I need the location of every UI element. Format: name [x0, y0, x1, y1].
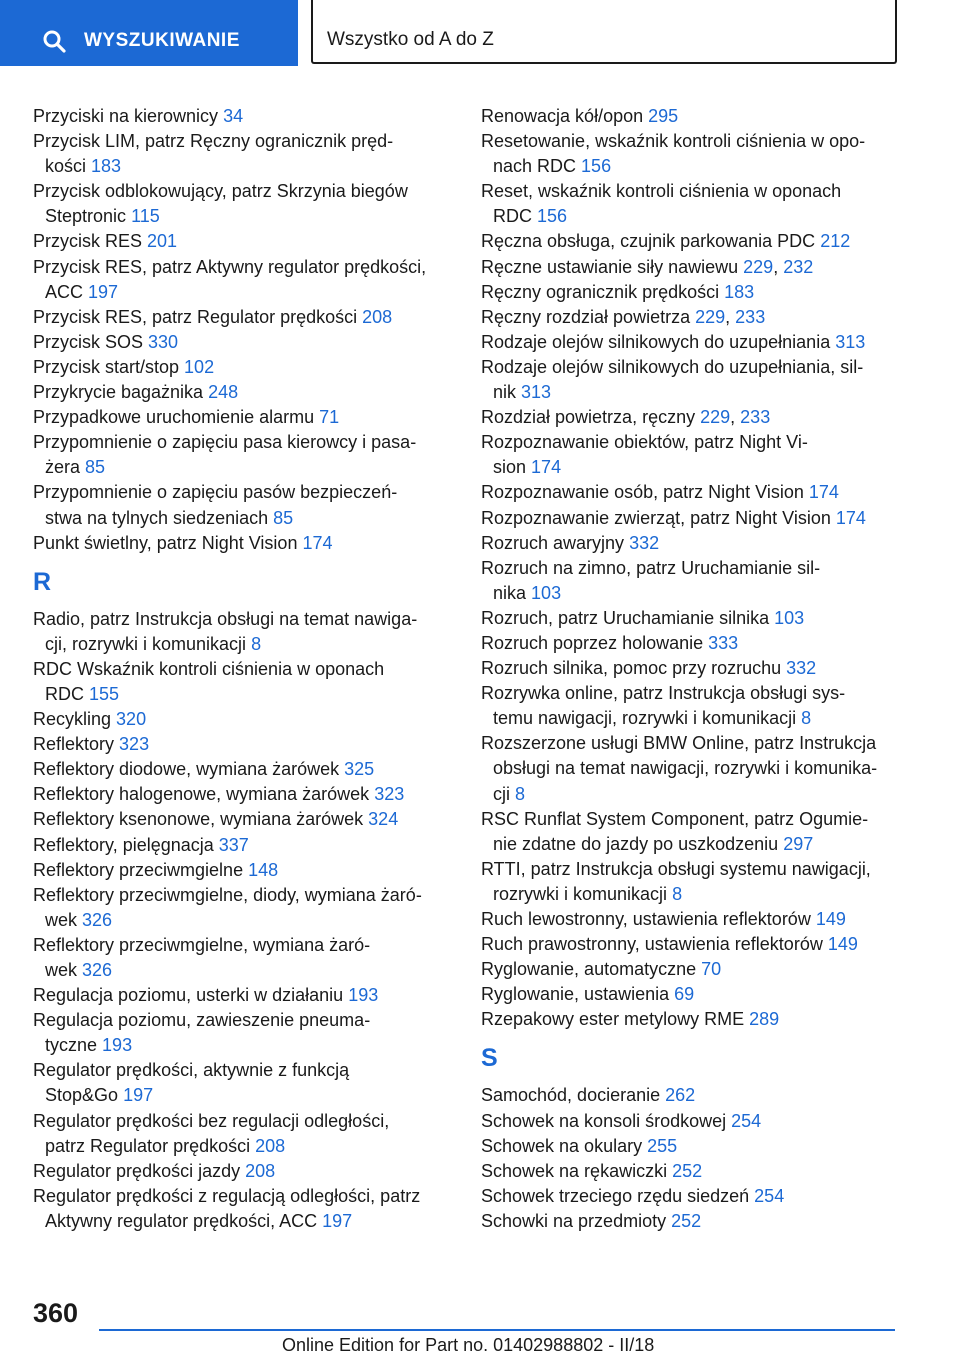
section-title-tab[interactable] — [311, 0, 897, 64]
index-entry — [481, 280, 921, 305]
page-reference-link[interactable]: 333 — [708, 632, 739, 653]
index-entry — [481, 430, 921, 480]
index-entry-continuation: nie zdatne do jazdy po uszkodzeniu — [493, 833, 779, 854]
index-entry — [33, 1008, 453, 1058]
index-entry-continuation: RDC — [493, 206, 532, 227]
page-reference-link[interactable]: 201 — [147, 231, 178, 252]
page-reference-link[interactable]: 69 — [674, 984, 695, 1005]
index-entry-text: RSC Runflat System Component, patrz Ogumie- — [481, 808, 869, 829]
page-reference-link[interactable]: 313 — [521, 382, 552, 403]
search-tab-label: WYSZUKIWANIE — [84, 30, 240, 51]
index-entry — [33, 883, 453, 933]
index-entry-text: Recykling — [33, 709, 112, 730]
index-entry — [33, 1159, 453, 1184]
page-reference-link[interactable]: 174 — [808, 482, 839, 503]
index-entry-text: Ruch prawostronny, ustawienia reflektorów — [481, 934, 823, 955]
index-entry-text: Samochód, docieranie — [481, 1085, 661, 1106]
index-entry-text: Rodzaje olejów silnikowych do uzupełniania — [481, 331, 831, 352]
index-entry — [481, 129, 921, 179]
page-reference-link[interactable]: 71 — [319, 407, 340, 428]
page-reference-link[interactable]: 254 — [754, 1185, 785, 1206]
index-entry-text: Rozruch na zimno, patrz Uruchamianie sil- — [481, 557, 821, 578]
page-reference-link[interactable]: 208 — [255, 1135, 286, 1156]
index-entry — [481, 1134, 921, 1159]
page-reference-link[interactable]: 174 — [302, 532, 333, 553]
index-column-right — [481, 104, 921, 1234]
index-entry-text: Renowacja kół/opon — [481, 106, 644, 126]
index-entry — [481, 480, 921, 505]
page-reference-link[interactable]: 229 — [695, 306, 726, 327]
page-reference-link[interactable]: 103 — [774, 607, 805, 628]
index-entry — [33, 657, 453, 707]
page-reference-link[interactable]: 197 — [322, 1210, 353, 1231]
index-entry — [33, 833, 453, 858]
index-entry — [481, 681, 921, 731]
page-reference-link[interactable]: 8 — [801, 708, 812, 729]
page-reference-link[interactable]: 229 — [743, 256, 774, 277]
index-entry-text: Reflektory halogenowe, wymiana żarówek — [33, 784, 370, 805]
page-reference-link[interactable]: 262 — [665, 1085, 696, 1106]
index-entry — [33, 1058, 453, 1108]
index-entry-text: Ręczna obsługa, czujnik parkowania PDC — [481, 231, 816, 252]
index-entry-text: Przypadkowe uruchomienie alarmu — [33, 407, 315, 428]
index-entry-text: Rozruch awaryjny — [481, 532, 625, 553]
page-reference-link[interactable]: 323 — [119, 734, 150, 755]
index-entry — [481, 932, 921, 957]
page-reference-link[interactable]: 323 — [374, 784, 405, 805]
index-entry-text: Przykrycie bagażnika — [33, 382, 204, 403]
index-entry-text: RDC Wskaźnik kontroli ciśnienia w oponach — [33, 658, 385, 679]
page-reference-link[interactable]: 212 — [820, 231, 851, 252]
page-reference-link[interactable]: 255 — [647, 1135, 678, 1156]
section-title: Wszystko od A do Z — [327, 29, 494, 50]
index-entry — [33, 607, 453, 657]
index-entry — [33, 405, 453, 430]
index-entry-text: Przycisk RES, patrz Regulator prędkości — [33, 306, 358, 327]
page-reference-link[interactable]: 252 — [671, 1210, 702, 1231]
index-entry-continuation: cji, rozrywki i komunikacji — [45, 633, 247, 654]
index-entry — [33, 104, 453, 129]
page-reference-link[interactable]: 330 — [148, 331, 179, 352]
page-reference-link[interactable]: 324 — [368, 809, 399, 830]
page-reference-link[interactable]: 254 — [731, 1110, 762, 1131]
top-bar — [0, 0, 960, 66]
page-reference-link[interactable]: 289 — [749, 1009, 780, 1030]
index-entry-continuation: Stop&Go — [45, 1085, 119, 1106]
page-reference-link[interactable]: 197 — [88, 281, 119, 302]
index-entry — [481, 631, 921, 656]
index-entry — [481, 857, 921, 907]
page-reference-link[interactable]: 183 — [91, 156, 122, 177]
index-entry — [481, 229, 921, 254]
page-reference-link[interactable]: 8 — [515, 783, 526, 804]
page-reference-link[interactable]: 193 — [102, 1035, 133, 1056]
index-entry — [33, 983, 453, 1008]
index-entry — [481, 556, 921, 606]
index-entry — [33, 305, 453, 330]
index-entry — [33, 255, 453, 305]
index-entry-text: Reflektory — [33, 734, 115, 755]
index-entry — [481, 355, 921, 405]
index-entry — [481, 1159, 921, 1184]
index-entry-text: Schowek na konsoli środkowej — [481, 1110, 727, 1131]
index-entry — [481, 656, 921, 681]
index-entry-text: Resetowanie, wskaźnik kontroli ciśnienia w opo- — [481, 131, 866, 152]
index-entry-text: Ręczny ogranicznik prędkości — [481, 281, 720, 302]
index-entry-text: Przycisk LIM, patrz Ręczny ogranicznik pręd- — [33, 131, 394, 152]
index-entry — [481, 531, 921, 556]
index-entry-text: Przycisk RES, patrz Aktywny regulator prędkości, — [33, 256, 427, 277]
index-entry — [33, 1184, 453, 1234]
index-entry-continuation: tyczne — [45, 1035, 98, 1056]
index-entry: Ręczny rozdział powietrza 229, 233 — [481, 306, 766, 327]
index-entry-text: Reflektory, pielęgnacja — [33, 834, 214, 855]
index-entry-text: Rozruch silnika, pomoc przy rozruchu — [481, 658, 782, 679]
index-entry — [33, 933, 453, 983]
page-reference-link[interactable]: 193 — [348, 985, 379, 1006]
index-entry — [481, 179, 921, 229]
index-letter-heading: S — [481, 1044, 498, 1073]
index-entry-text: Radio, patrz Instrukcja obsługi na temat nawiga- — [33, 608, 418, 629]
index-entry-text: Rzepakowy ester metylowy RME — [481, 1009, 745, 1030]
index-entry-continuation: ACC — [45, 281, 84, 302]
index-entry — [33, 782, 453, 807]
page-reference-link[interactable]: 252 — [672, 1160, 703, 1181]
page-reference-link[interactable]: 297 — [783, 833, 814, 854]
page-reference-link[interactable]: 295 — [648, 106, 679, 126]
page-reference-link[interactable]: 332 — [629, 532, 660, 553]
index-entry-text: Regulator prędkości z regulacją odległości, patrz — [33, 1185, 421, 1206]
index-column-left — [33, 104, 453, 1234]
index-entry — [481, 606, 921, 631]
index-entry-text: Schowki na przedmioty — [481, 1210, 667, 1231]
index-entry: Rozdział powietrza, ręczny 229, 233 — [481, 407, 771, 428]
index-entry-continuation: wek — [45, 960, 78, 980]
index-entry-continuation: nach RDC — [493, 156, 577, 177]
index-entry-text: RTTI, patrz Instrukcja obsługi systemu nawigacji, — [481, 858, 871, 879]
index-entry-text: Przyciski na kierownicy — [33, 106, 219, 126]
index-entry — [481, 104, 921, 129]
index-entry-continuation: Aktywny regulator prędkości, ACC — [45, 1210, 318, 1231]
index-entry-text: Przypomnienie o zapięciu pasa kierowcy i pasa- — [33, 432, 417, 453]
index-entry-continuation: nika — [493, 582, 527, 603]
index-entry-continuation: temu nawigacji, rozrywki i komunikacji — [493, 708, 797, 729]
index-entry — [481, 1184, 921, 1209]
page-reference-link[interactable]: 248 — [208, 382, 239, 403]
index-entry — [481, 1083, 921, 1108]
index-entry-continuation: wek — [45, 909, 78, 930]
page-reference-link[interactable]: 197 — [123, 1085, 154, 1106]
index-entry — [33, 707, 453, 732]
footer-edition-text: Online Edition for Part no. 01402988802 - II/18 — [282, 1335, 655, 1355]
index-entry — [33, 858, 453, 883]
page-reference-link[interactable]: 149 — [815, 909, 846, 929]
index-entry-continuation: obsługi na temat nawigacji, rozrywki i komunika- — [493, 758, 878, 779]
page-reference-link[interactable]: 156 — [537, 206, 568, 227]
page-reference-link[interactable]: 102 — [184, 356, 215, 377]
index-entry — [481, 907, 921, 932]
index-entry-continuation: rozrywki i komunikacji — [493, 883, 668, 904]
index-entry-continuation: nik — [493, 382, 517, 403]
page-reference-link[interactable]: 156 — [581, 156, 612, 177]
page-reference-link[interactable]: 337 — [218, 834, 249, 855]
index-entry-text: Ręczny rozdział powietrza — [481, 306, 691, 327]
page-reference-link[interactable]: 320 — [116, 709, 147, 730]
index-entry — [481, 1007, 921, 1032]
index-entry — [33, 757, 453, 782]
index-entry-text: Rozdział powietrza, ręczny — [481, 407, 696, 428]
page-reference-link[interactable]: 174 — [531, 457, 562, 478]
index-entry-text: Regulacja poziomu, zawieszenie pneuma- — [33, 1010, 371, 1031]
index-entry — [33, 807, 453, 832]
index-entry — [33, 732, 453, 757]
index-entry-continuation: żera — [45, 457, 81, 478]
index-entry — [481, 1209, 921, 1234]
page-reference-link[interactable]: 115 — [131, 206, 160, 227]
page-reference-link[interactable]: 85 — [273, 507, 294, 528]
index-entry — [33, 229, 453, 254]
index-entry — [33, 129, 453, 179]
index-entry — [481, 330, 921, 355]
index-entry-text: Reflektory przeciwmgielne, wymiana żaró- — [33, 934, 371, 955]
page-reference-link[interactable]: 229 — [700, 407, 731, 428]
page-reference-link[interactable]: 208 — [245, 1160, 276, 1181]
index-entry-text: Reset, wskaźnik kontroli ciśnienia w oponach — [481, 181, 842, 202]
search-icon — [42, 29, 66, 53]
page-reference-link[interactable]: 233 — [735, 306, 766, 327]
index-entry-text: Rozpoznawanie zwierząt, patrz Night Vision — [481, 507, 831, 528]
page-reference-link[interactable]: 326 — [82, 960, 113, 980]
index-entry-text: Schowek na rękawiczki — [481, 1160, 668, 1181]
index-entry-text: Reflektory przeciwmgielne — [33, 859, 244, 880]
index-entry — [481, 982, 921, 1007]
index-entry-text: Rozszerzone usługi BMW Online, patrz Instrukcja — [481, 733, 877, 754]
index-entry-text: Rozruch poprzez holowanie — [481, 632, 704, 653]
index-entry-text: Regulator prędkości, aktywnie z funkcją — [33, 1060, 350, 1081]
index-entry — [33, 330, 453, 355]
index-entry-continuation: kości — [45, 156, 87, 177]
index-entry-text: Schowek na okulary — [481, 1135, 643, 1156]
page-reference-link[interactable]: 233 — [740, 407, 771, 428]
index-entry: Ręczne ustawianie siły nawiewu 229, 232 — [481, 256, 814, 277]
page-reference-link[interactable]: 149 — [827, 934, 858, 955]
page-reference-link[interactable]: 326 — [82, 909, 113, 930]
page-reference-link[interactable]: 70 — [701, 959, 722, 980]
page-reference-link[interactable]: 8 — [251, 633, 262, 654]
page-reference-link[interactable]: 208 — [362, 306, 393, 327]
page-reference-link[interactable]: 332 — [786, 658, 817, 679]
index-entry-continuation: patrz Regulator prędkości — [45, 1135, 251, 1156]
index-entry — [481, 506, 921, 531]
index-entry-text: Przycisk SOS — [33, 331, 144, 352]
index-letter-heading: R — [33, 567, 52, 596]
index-entry — [33, 1109, 453, 1159]
index-entry-text: Rodzaje olejów silnikowych do uzupełniania, sil- — [481, 356, 864, 377]
index-entry — [481, 1109, 921, 1134]
index-entry-text: Schowek trzeciego rzędu siedzeń — [481, 1185, 750, 1206]
index-entry-continuation: stwa na tylnych siedzeniach — [45, 507, 269, 528]
footer-divider — [99, 1329, 895, 1331]
page-reference-link[interactable]: 232 — [783, 256, 814, 277]
index-entry-text: Ryglowanie, ustawienia — [481, 984, 670, 1005]
index-entry-text: Regulator prędkości bez regulacji odległości, — [33, 1110, 390, 1131]
index-entry-text: Reflektory ksenonowe, wymiana żarówek — [33, 809, 364, 830]
index-entry-text: Ryglowanie, automatyczne — [481, 959, 697, 980]
index-entry — [481, 807, 921, 857]
index-entry-text: Reflektory diodowe, wymiana żarówek — [33, 759, 340, 780]
page-reference-link[interactable]: 103 — [531, 582, 562, 603]
index-entry-text: Ręczne ustawianie siły nawiewu — [481, 256, 739, 277]
index-entry-text: Rozrywka online, patrz Instrukcja obsługi sys- — [481, 683, 846, 704]
page-number: 360 — [33, 1298, 79, 1328]
index-entry-text: Ruch lewostronny, ustawienia reflektorów — [481, 909, 811, 929]
index-entry-text: Rozruch, patrz Uruchamianie silnika — [481, 607, 770, 628]
index-entry-text: Przycisk start/stop — [33, 356, 180, 377]
page-reference-link[interactable]: 85 — [85, 457, 106, 478]
index-entry-text: Reflektory przeciwmgielne, diody, wymiana żaró- — [33, 884, 422, 905]
index-entry — [481, 731, 921, 806]
page-reference-link[interactable]: 155 — [89, 683, 120, 704]
page-reference-link[interactable]: 148 — [248, 859, 279, 880]
search-tab[interactable] — [0, 0, 298, 66]
index-entry — [33, 380, 453, 405]
index-entry-continuation: cji — [493, 783, 510, 804]
index-entry — [33, 480, 453, 530]
index-entry — [481, 957, 921, 982]
index-entry — [33, 179, 453, 229]
index-entry-text: Przycisk RES — [33, 231, 143, 252]
index-entry — [33, 430, 453, 480]
page-reference-link[interactable]: 183 — [724, 281, 755, 302]
index-entry-text: Punkt świetlny, patrz Night Vision — [33, 532, 298, 553]
page-reference-link[interactable]: 8 — [672, 883, 683, 904]
index-entry-continuation: Steptronic — [45, 206, 127, 227]
index-entry-text: Rozpoznawanie osób, patrz Night Vision — [481, 482, 804, 503]
index-entry-continuation: sion — [493, 457, 527, 478]
page-reference-link[interactable]: 325 — [344, 759, 375, 780]
page-reference-link[interactable]: 174 — [835, 507, 866, 528]
index-entry-text: Regulator prędkości jazdy — [33, 1160, 241, 1181]
page-reference-link[interactable]: 34 — [223, 106, 244, 126]
index-entry-text: Przypomnienie o zapięciu pasów bezpieczeń- — [33, 482, 398, 503]
index-entry-text: Przycisk odblokowujący, patrz Skrzynia biegów — [33, 181, 408, 202]
index-entry — [33, 355, 453, 380]
page-reference-link[interactable]: 313 — [835, 331, 866, 352]
index-entry — [33, 531, 453, 556]
index-entry-text: Rozpoznawanie obiektów, patrz Night Vi- — [481, 432, 808, 453]
index-entry-text: Regulacja poziomu, usterki w działaniu — [33, 985, 344, 1006]
index-entry-continuation: RDC — [45, 683, 84, 704]
